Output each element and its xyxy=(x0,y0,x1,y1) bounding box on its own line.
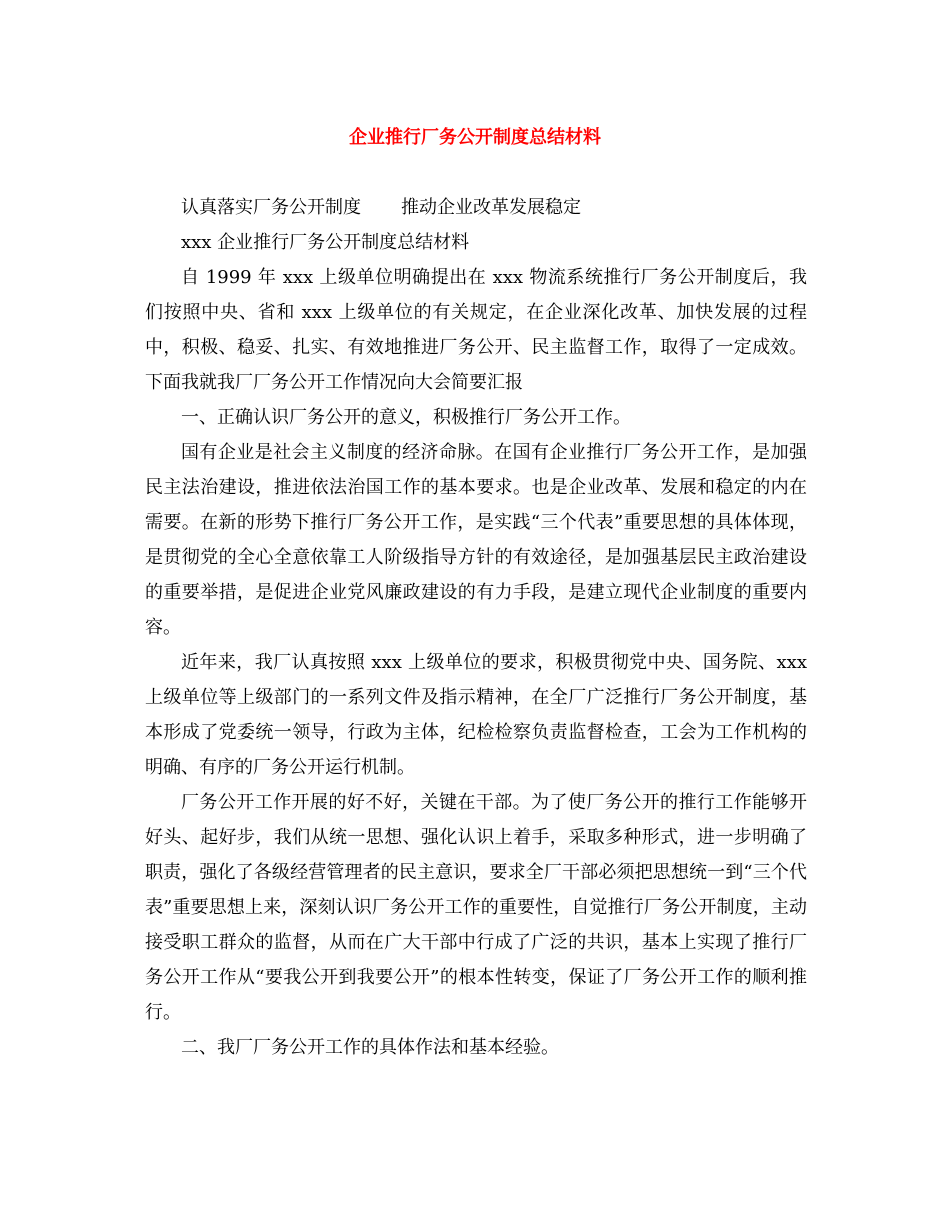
document-title: 企业推行厂务公开制度总结材料 xyxy=(349,127,601,148)
paragraph-significance: 国有企业是社会主义制度的经济命脉。在国有企业推行厂务公开工作，是加强民主法治建设，推进依法治国工作的基本要求。也是企业改革、发展和稳定的内在需要。在新的形势下推行厂务公开工作，是实践“三个代表”重要思想的具体体现，是贯彻党的全心全意依靠工人阶级指导方针的有效途径，是加强基层民主政治建设的重要举措，是促进企业党风廉政建设的有力手段，是建立现代企业制度的重要内容。 xyxy=(145,442,807,638)
document-body xyxy=(145,190,807,1065)
paragraph-intro: 自 1999 年 xxx 上级单位明确提出在 xxx 物流系统推行厂务公开制度后，我们按照中央、省和 xxx 上级单位的有关规定，在企业深化改革、加快发展的过程中，积极、稳妥、扎实、有效地推进厂务公开、民主监督工作，取得了一定成效。下面我就我厂厂务公开工作情况向大会简要汇报 xyxy=(145,267,807,393)
subtitle-right: 推动企业改革发展稳定 xyxy=(401,197,581,218)
subtitle-line xyxy=(145,190,807,225)
section-heading-two: 二、我厂厂务公开工作的具体作法和基本经验。 xyxy=(181,1037,559,1058)
doc-heading: xxx 企业推行厂务公开制度总结材料 xyxy=(181,232,470,253)
subtitle-left: 认真落实厂务公开制度 xyxy=(181,197,361,218)
paragraph-cadres: 厂务公开工作开展的好不好，关键在干部。为了使厂务公开的推行工作能够开好头、起好步，我们从统一思想、强化认识上着手，采取多种形式，进一步明确了职责，强化了各级经营管理者的民主意识，要求全厂干部必须把思想统一到“三个代表”重要思想上来，深刻认识厂务公开工作的重要性，自觉推行厂务公开制度，主动接受职工群众的监督，从而在广大干部中行成了广泛的共识，基本上实现了推行厂务公开工作从“要我公开到我要公开”的根本性转变，保证了厂务公开工作的顺利推行。 xyxy=(145,792,807,1023)
paragraph-recent-years: 近年来，我厂认真按照 xxx 上级单位的要求，积极贯彻党中央、国务院、xxx 上级单位等上级部门的一系列文件及指示精神，在全厂广泛推行厂务公开制度，基本形成了党委统一领导，行政为主体，纪检检察负责监督检查，工会为工作机构的明确、有序的厂务公开运行机制。 xyxy=(145,652,807,778)
section-heading-one: 一、正确认识厂务公开的意义，积极推行厂务公开工作。 xyxy=(181,407,631,428)
